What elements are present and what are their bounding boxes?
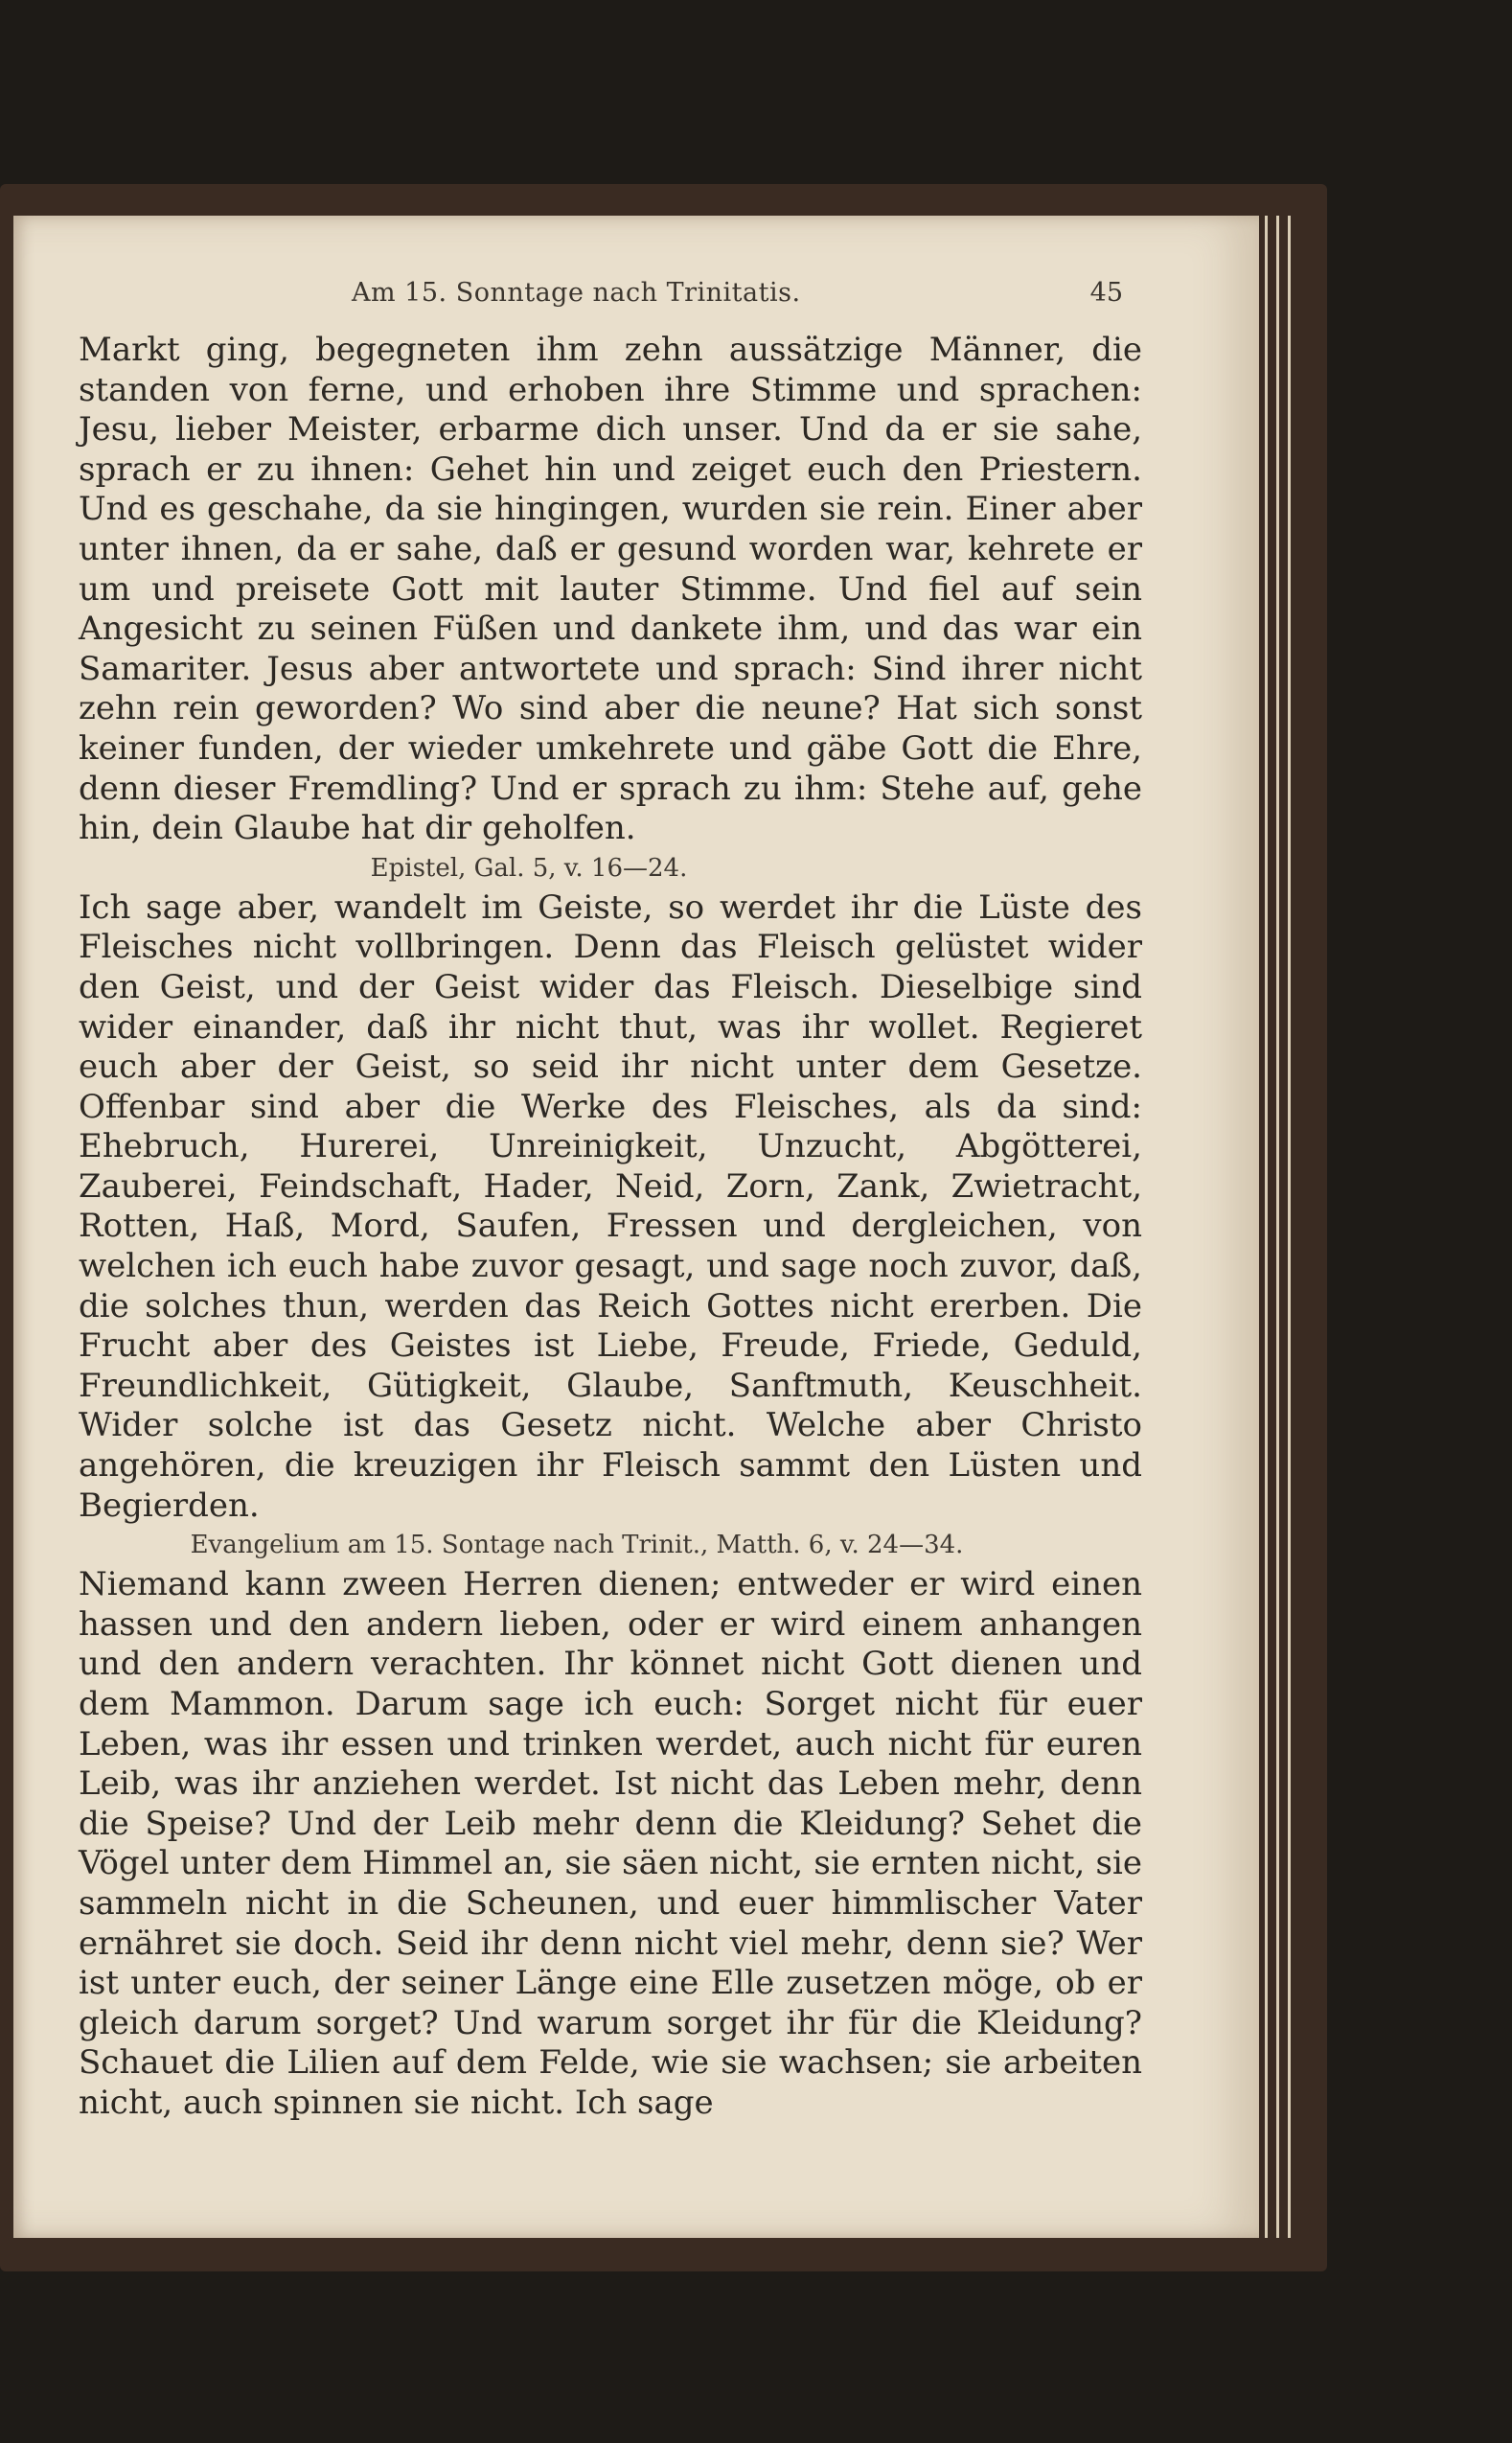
gospel-end-paragraph: Markt ging, begegneten ihm zehn aussätzige Männer, die standen von ferne, und erhoben ihre Stimme und sprachen: Jesu, lieber Meister, erbarme dich unser. Und da er sie sahe, sprach er zu ihnen: Gehet hin und zeiget euch den Priestern. Und es geschahe, da sie hingingen, wurden sie rein. Einer aber unter ihnen, da er sahe, daß er gesund worden war, kehrete er um und preisete Gott mit lauter Stimme. Und fiel auf sein Angesicht zu seinen Füßen und dankete ihm, und das war ein Samariter. Jesus aber antwortete und sprach: Sind ihrer nicht zehn rein geworden? Wo sind aber die neune? Hat sich sonst keiner funden, der wieder umkehrete und gäbe Gott die Ehre, denn dieser Fremdling? Und er sprach zu ihm: Stehe auf, gehe hin, dein Glaube hat dir geholfen. xyxy=(79,331,1142,848)
gospel-heading: Evangelium am 15. Sontage nach Trinit., Matth. 6, v. 24—34. xyxy=(190,1531,964,1560)
page-edge xyxy=(1276,216,1279,2238)
page-header xyxy=(79,278,1123,316)
running-head: Am 15. Sonntage nach Trinitatis. xyxy=(352,278,801,308)
epistle-heading: Epistel, Gal. 5, v. 16—24. xyxy=(370,853,688,883)
gospel-paragraph: Niemand kann zween Herren dienen; entweder er wird einen hassen und den andern lieben, oder er wird einem anhangen und den andern verachten. Ihr könnet nicht Gott dienen und dem Mammon. Darum sage ich euch: Sorget nicht für euer Leben, was ihr essen und trinken werdet, auch nicht für euren Leib, was ihr anziehen werdet. Ist nicht das Leben mehr, denn die Speise? Und der Leib mehr denn die Kleidung? Sehet die Vögel unter dem Himmel an, sie säen nicht, sie ernten nicht, sie sammeln nicht in die Scheunen, und euer himmlischer Vater ernähret sie doch. Seid ihr denn nicht viel mehr, denn sie? Wer ist unter euch, der seiner Länge eine Elle zusetzen möge, ob er gleich darum sorget? Und warum sorget ihr für die Kleidung? Schauet die Lilien auf dem Felde, wie sie wachsen; sie arbeiten nicht, auch spinnen sie nicht. Ich sage xyxy=(79,1565,1142,2122)
page-number: 45 xyxy=(1089,278,1123,308)
epistle-paragraph: Ich sage aber, wandelt im Geiste, so werdet ihr die Lüste des Fleisches nicht vollbringen. Denn das Fleisch gelüstet wider den Geist, und der Geist wider das Fleisch. Dieselbige sind wider einander, daß ihr nicht thut, was ihr wollet. Regieret euch aber der Geist, so seid ihr nicht unter dem Gesetze. Offenbar sind aber die Werke des Fleisches, als da sind: Ehebruch, Hurerei, Unreinigkeit, Unzucht, Abgötterei, Zauberei, Feindschaft, Hader, Neid, Zorn, Zank, Zwietracht, Rotten, Haß, Mord, Saufen, Fressen und dergleichen, von welchen ich euch habe zuvor gesagt, und sage noch zuvor, daß, die solches thun, werden das Reich Gottes nicht ererben. Die Frucht aber des Geistes ist Liebe, Freude, Friede, Geduld, Freundlichkeit, Gütigkeit, Glaube, Sanftmuth, Keuschheit. Wider solche ist das Gesetz nicht. Welche aber Christo angehören, die kreuzigen ihr Fleisch sammt den Lüsten und Begierden. xyxy=(79,887,1142,1525)
page-edge xyxy=(1265,216,1268,2238)
page-text xyxy=(79,331,1142,2124)
page-edge xyxy=(1288,216,1291,2238)
